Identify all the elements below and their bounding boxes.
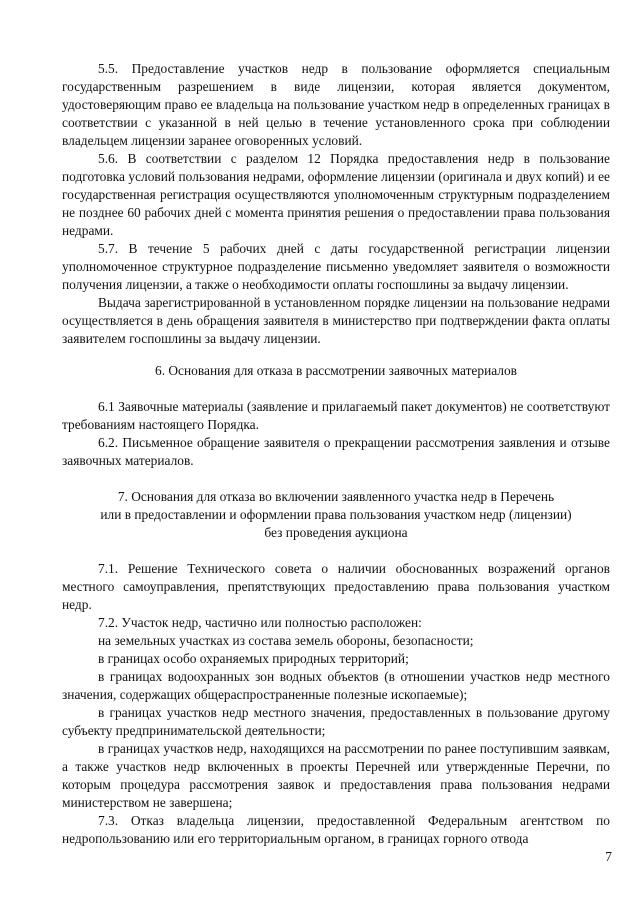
paragraph-5-6: 5.6. В соответствии с разделом 12 Порядка предоставления недр в пользование подготовка условий пользования недрами, оформление лицензии (оригинала и двух копий) и ее государственная регистрация осуществляются уполномоченным структурным подразделением не позднее 60 рабочих дней с момента принятия решения о предоставлении права пользования недрами. [62,151,610,238]
paragraph-6-1: 6.1 Заявочные материалы (заявление и прилагаемый пакет документов) не соответствуют требованиям настоящего Порядка. [62,399,610,432]
page-number: 7 [605,849,612,864]
list-item-local-subsoil: в границах участков недр местного значения, предоставленных в пользование другому субъекту предпринимательской деятельности; [62,705,610,738]
section-7-heading-line-1: 7. Основания для отказа во включении заявленного участка недр в Перечень [117,489,555,504]
section-7-heading-line-3: без проведения аукциона [264,525,408,540]
section-6-heading: 6. Основания для отказа в рассмотрении заявочных материалов [155,363,517,378]
list-item-defense-lands: на земельных участках из состава земель обороны, безопасности; [98,633,474,648]
paragraph-license-issue: Выдача зарегистрированной в установленном порядке лицензии на пользование недрами осуществляется в день обращения заявителя в министерство при подтверждении факта оплаты заявителем госпошлины за выдачу лицензии. [62,295,610,346]
paragraph-7-2: 7.2. Участок недр, частично или полностью расположен: [98,615,422,630]
paragraph-7-3: 7.3. Отказ владельца лицензии, предоставленной Федеральным агентством по недропользованию или его территориальным органом, в границах горного отвода [62,813,610,846]
section-7-heading-line-2: или в предоставлении и оформлении права пользования участком недр (лицензии) [100,507,572,522]
paragraph-7-1: 7.1. Решение Технического совета о наличии обоснованных возражений органов местного самоуправления, препятствующих предоставлению права пользования участком недр. [62,561,610,612]
document-page [62,60,610,848]
paragraph-5-7: 5.7. В течение 5 рабочих дней с даты государственной регистрации лицензии уполномоченное структурное подразделение письменно уведомляет заявителя о возможности получения лицензии, а также о необходимости оплаты госпошлины за выдачу лицензии. [62,241,610,292]
list-item-protected-areas: в границах особо охраняемых природных территорий; [98,651,409,666]
list-item-water-protection: в границах водоохранных зон водных объектов (в отношении участков недр местного значения, содержащих общераспространенные полезные ископаемые); [62,669,610,702]
paragraph-6-2: 6.2. Письменное обращение заявителя о прекращении рассмотрения заявления и отзыве заявочных материалов. [62,435,610,468]
paragraph-5-5: 5.5. Предоставление участков недр в пользование оформляется специальным государственным разрешением в виде лицензии, которая является документом, удостоверяющим право ее владельца на пользование участком недр в определенных границах в соответствии с указанной в ней целью в течение установленного срока при соблюдении владельцем лицензии заранее оговоренных условий. [62,61,610,148]
list-item-pending-applications: в границах участков недр, находящихся на рассмотрении по ранее поступившим заявкам, а также участков недр включенных в проекты Перечней или утвержденные Перечни, по которым процедура рассмотрения заявок и предоставления права пользования недрами министерством не завершена; [62,741,610,810]
